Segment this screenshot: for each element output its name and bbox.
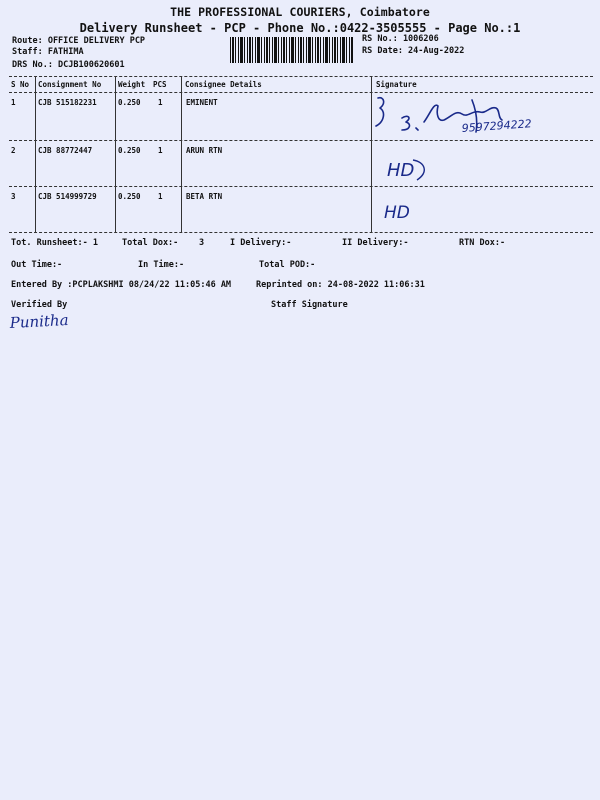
cell-consignee: ARUN RTN bbox=[186, 146, 223, 155]
svg-text:HD: HD bbox=[387, 160, 415, 181]
column-divider bbox=[35, 77, 36, 232]
cell-consignment: CJB 515182231 bbox=[38, 98, 97, 107]
company-title: THE PROFESSIONAL COURIERS, Coimbatore bbox=[170, 5, 430, 19]
barcode-image bbox=[230, 37, 354, 63]
svg-text:Punitha: Punitha bbox=[9, 310, 69, 332]
signature-3-image bbox=[382, 196, 442, 226]
column-divider bbox=[115, 77, 116, 232]
cell-sno: 1 bbox=[11, 98, 16, 107]
cell-consignee: EMINENT bbox=[186, 98, 218, 107]
svg-text:HD: HD bbox=[384, 203, 410, 223]
tot-runsheet: Tot. Runsheet:- 1 bbox=[11, 238, 98, 248]
signature-2-image bbox=[385, 150, 445, 185]
column-divider bbox=[181, 77, 182, 232]
reprinted-on: Reprinted on: 24-08-2022 11:06:31 bbox=[256, 280, 425, 290]
cell-consignee: BETA RTN bbox=[186, 192, 223, 201]
in-time: In Time:- bbox=[138, 260, 185, 270]
cell-sno: 2 bbox=[11, 146, 16, 155]
cell-pcs: 1 bbox=[158, 192, 163, 201]
route-field: Route: OFFICE DELIVERY PCP bbox=[12, 36, 146, 46]
verifier-signature-image bbox=[8, 308, 88, 336]
ii-delivery: II Delivery:- bbox=[342, 238, 409, 248]
cell-weight: 0.250 bbox=[118, 98, 141, 107]
total-dox-label: Total Dox:- bbox=[122, 238, 179, 248]
signature-1-image bbox=[372, 92, 592, 142]
table-bottom-rule bbox=[9, 232, 593, 233]
col-header-consignee: Consignee Details bbox=[185, 80, 262, 89]
cell-consignment: CJB 514999729 bbox=[38, 192, 97, 201]
svg-text:9597294222: 9597294222 bbox=[461, 117, 533, 135]
runsheet-subtitle: Delivery Runsheet - PCP - Phone No.:0422-3505555 - Page No.:1 bbox=[79, 21, 521, 35]
col-header-consignment: Consignment No bbox=[38, 80, 102, 89]
i-delivery: I Delivery:- bbox=[230, 238, 292, 248]
staff-field: Staff: FATHIMA bbox=[12, 47, 84, 57]
cell-pcs: 1 bbox=[158, 146, 163, 155]
cell-sno: 3 bbox=[11, 192, 16, 201]
total-pod: Total POD:- bbox=[259, 260, 316, 270]
cell-weight: 0.250 bbox=[118, 146, 141, 155]
col-header-weight: Weight bbox=[118, 80, 146, 89]
row-divider bbox=[9, 186, 593, 187]
rs-number: RS No.: 1006206 bbox=[362, 34, 439, 44]
rtn-dox: RTN Dox:- bbox=[459, 238, 506, 248]
verified-by-label: Verified By bbox=[11, 300, 68, 310]
rs-date: RS Date: 24-Aug-2022 bbox=[362, 46, 465, 56]
entered-by: Entered By :PCPLAKSHMI 08/24/22 11:05:46 AM bbox=[11, 280, 232, 290]
col-header-sno: S No bbox=[11, 80, 30, 89]
out-time: Out Time:- bbox=[11, 260, 63, 270]
total-dox-value: 3 bbox=[199, 238, 205, 248]
staff-signature-label: Staff Signature bbox=[271, 300, 348, 310]
cell-weight: 0.250 bbox=[118, 192, 141, 201]
table-top-rule bbox=[9, 76, 593, 77]
col-header-signature: Signature bbox=[376, 80, 417, 89]
cell-consignment: CJB 88772447 bbox=[38, 146, 93, 155]
col-header-pcs: PCS bbox=[153, 80, 167, 89]
drs-number: DRS No.: DCJB100620601 bbox=[12, 60, 125, 70]
cell-pcs: 1 bbox=[158, 98, 163, 107]
